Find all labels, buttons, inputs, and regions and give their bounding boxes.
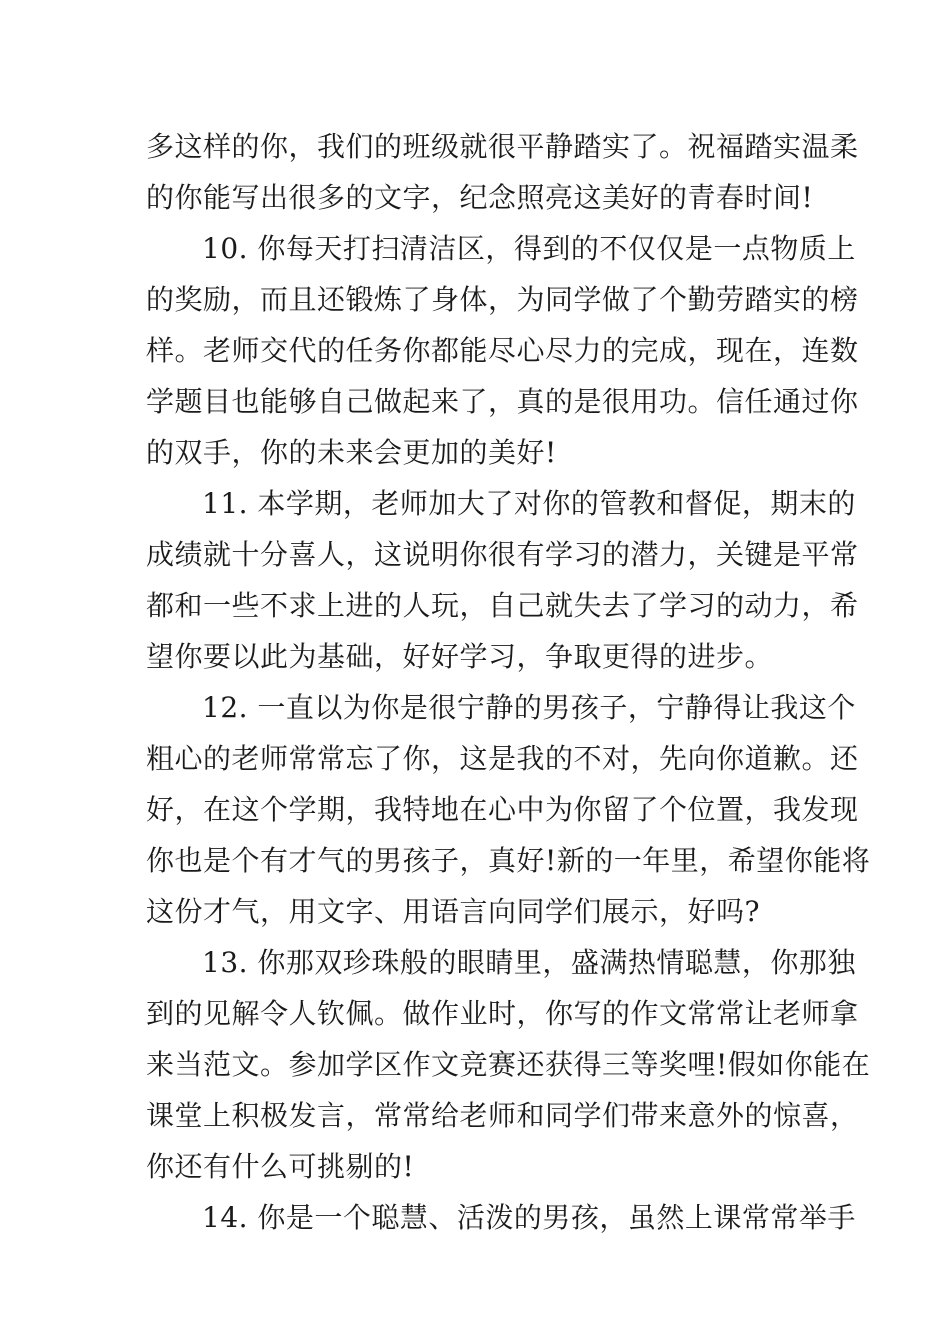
text-line: 的你能写出很多的文字，纪念照亮这美好的青春时间! [146,181,814,214]
text-line: 你也是个有才气的男孩子，真好!新的一年里，希望你能将 [146,844,871,877]
text-line: 到的见解令人钦佩。做作业时，你写的作文常常让老师拿 [146,997,859,1030]
text-line: 样。老师交代的任务你都能尽心尽力的完成，现在，连数 [146,334,859,367]
text-line: 都和一些不求上进的人玩，自己就失去了学习的动力，希 [146,589,859,622]
text-line: 这份才气，用文字、用语言向同学们展示，好吗? [146,895,761,928]
text-line: 成绩就十分喜人，这说明你很有学习的潜力，关键是平常 [146,538,859,571]
paragraph-13-start: 13. 你那双珍珠般的眼睛里，盛满热情聪慧，你那独 [202,946,856,979]
text-line: 你还有什么可挑剔的! [146,1150,415,1183]
paragraph-12-start: 12. 一直以为你是很宁静的男孩子，宁静得让我这个 [202,691,856,724]
paragraph-11-start: 11. 本学期，老师加大了对你的管教和督促，期末的 [202,487,856,520]
text-line: 的奖励，而且还锻炼了身体，为同学做了个勤劳踏实的榜 [146,283,859,316]
text-line: 学题目也能够自己做起来了，真的是很用功。信任通过你 [146,385,859,418]
text-line: 多这样的你，我们的班级就很平静踏实了。祝福踏实温柔 [146,130,859,163]
text-line: 好，在这个学期，我特地在心中为你留了个位置，我发现 [146,793,859,826]
text-line: 的双手，你的未来会更加的美好! [146,436,557,469]
document-body [146,121,871,1243]
paragraph-14-start: 14. 你是一个聪慧、活泼的男孩，虽然上课常常举手 [202,1201,856,1234]
text-line: 课堂上积极发言，常常给老师和同学们带来意外的惊喜， [146,1099,859,1132]
text-line: 粗心的老师常常忘了你，这是我的不对，先向你道歉。还 [146,742,859,775]
paragraph-10-start: 10. 你每天打扫清洁区，得到的不仅仅是一点物质上 [202,232,856,265]
text-line: 来当范文。参加学区作文竞赛还获得三等奖哩!假如你能在 [146,1048,871,1081]
text-line: 望你要以此为基础，好好学习，争取更得的进步。 [146,640,774,673]
